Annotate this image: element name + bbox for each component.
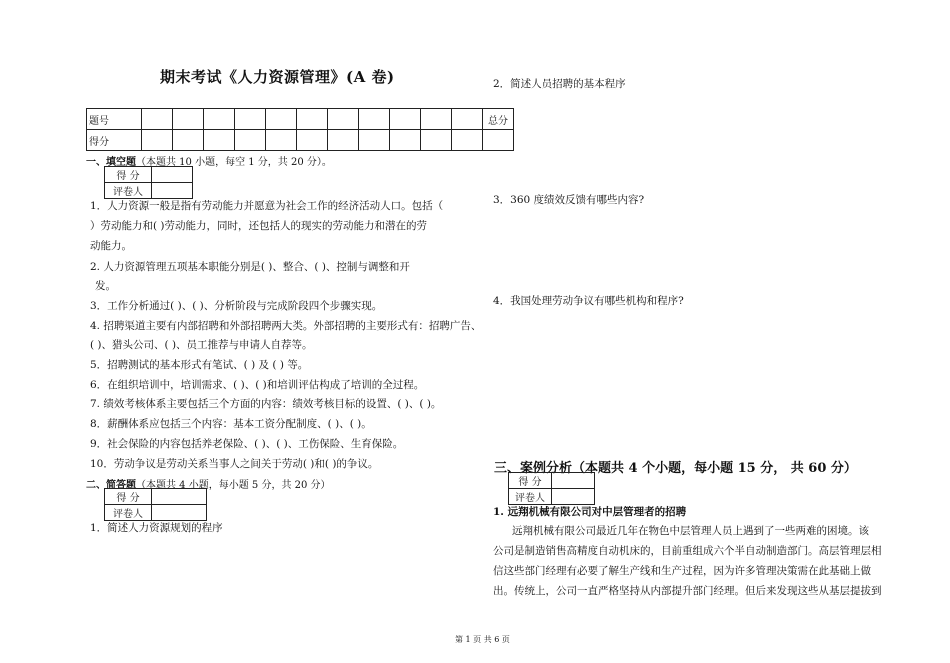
fill-question-line: 8．薪酬体系应包括三个内容：基本工资分配制度、( )、( )。 bbox=[90, 418, 372, 430]
score-cell bbox=[421, 109, 452, 130]
section3-heading: 三、案例分析（本题共 4 个小题，每小题 15 分， 共 60 分） bbox=[494, 461, 857, 476]
short-answer-question: 2．简述人员招聘的基本程序 bbox=[493, 78, 626, 90]
score-box-label: 得 分 bbox=[509, 473, 552, 489]
grader-box-value bbox=[152, 505, 207, 521]
score-box-label: 得 分 bbox=[105, 489, 152, 505]
score-cell bbox=[235, 109, 266, 130]
score-cell bbox=[421, 130, 452, 151]
grader-box-value bbox=[152, 183, 193, 199]
score-cell bbox=[297, 109, 328, 130]
score-cell bbox=[142, 109, 173, 130]
case-title: 1. 远翔机械有限公司对中层管理者的招聘 bbox=[493, 506, 687, 518]
fill-question-line: 6．在组织培训中，培训需求、( )、( )和培训评估构成了培训的全过程。 bbox=[90, 379, 425, 391]
section2-score-box bbox=[104, 488, 207, 521]
short-answer-question: 3．360 度绩效反馈有哪些内容? bbox=[493, 194, 645, 206]
fill-question-line: ）劳动能力和( )劳动能力，同时，还包括人的现实的劳动能力和潜在的劳 bbox=[90, 220, 428, 232]
score-cell bbox=[266, 130, 297, 151]
score-cell bbox=[359, 130, 390, 151]
score-table-label: 得分 bbox=[87, 130, 142, 151]
score-cell bbox=[452, 109, 483, 130]
score-table-label: 题号 bbox=[87, 109, 142, 130]
short-answer-question: 4．我国处理劳动争议有哪些机构和程序? bbox=[493, 295, 684, 307]
score-table-total-label: 总分 bbox=[483, 109, 514, 130]
section1-note: （本题共 10 小题，每空 1 分，共 20 分）。 bbox=[136, 157, 332, 168]
score-box-value bbox=[552, 473, 595, 489]
section1-score-box bbox=[104, 166, 193, 199]
score-cell bbox=[235, 130, 266, 151]
score-table bbox=[86, 108, 514, 151]
fill-question-line: 发。 bbox=[95, 280, 116, 292]
case-paragraph-line: 远翔机械有限公司最近几年在物色中层管理人员上遇到了一些两难的困境。该 bbox=[512, 525, 869, 537]
fill-question-line: 4. 招聘渠道主要有内部招聘和外部招聘两大类。外部招聘的主要形式有：招聘广告、 bbox=[90, 320, 482, 332]
score-cell bbox=[266, 109, 297, 130]
score-cell bbox=[173, 130, 204, 151]
short-answer-question: 1．简述人力资源规划的程序 bbox=[90, 522, 223, 534]
score-cell bbox=[297, 130, 328, 151]
score-cell bbox=[328, 109, 359, 130]
score-cell bbox=[204, 130, 235, 151]
score-box-value bbox=[152, 167, 193, 183]
score-cell bbox=[452, 130, 483, 151]
score-cell bbox=[390, 130, 421, 151]
grader-box-value bbox=[552, 489, 595, 505]
score-table-row-scores bbox=[87, 130, 514, 151]
case-paragraph-line: 信这些部门经理有必要了解生产线和生产过程，因为许多管理决策需在此基础上做 bbox=[493, 565, 871, 577]
case-paragraph-line: 公司是制造销售高精度自动机床的，目前重组成六个半自动制造部门。高层管理层相 bbox=[493, 545, 882, 557]
exam-title: 期末考试《人力资源管理》(A 卷) bbox=[160, 68, 395, 86]
page-footer: 第 1 页 共 6 页 bbox=[455, 635, 510, 644]
fill-question-line: 动能力。 bbox=[90, 240, 132, 252]
fill-question-line: 1．人力资源一般是指有劳动能力并愿意为社会工作的经济活动人口。包括（ bbox=[90, 200, 444, 212]
fill-question-line: 3．工作分析通过( )、( )、分析阶段与完成阶段四个步骤实现。 bbox=[90, 300, 383, 312]
fill-question-line: 10．劳动争议是劳动关系当事人之间关于劳动( )和( )的争议。 bbox=[90, 458, 379, 470]
score-cell bbox=[204, 109, 235, 130]
fill-question-line: ( )、猎头公司、( )、员工推荐与申请人自荐等。 bbox=[90, 339, 313, 351]
score-cell bbox=[390, 109, 421, 130]
grader-box-label: 评卷人 bbox=[509, 489, 552, 505]
score-cell bbox=[142, 130, 173, 151]
fill-question-line: 9．社会保险的内容包括养老保险、( )、( )、工伤保险、生育保险。 bbox=[90, 438, 404, 450]
score-cell bbox=[359, 109, 390, 130]
fill-question-line: 7. 绩效考核体系主要包括三个方面的内容：绩效考核目标的设置、( )、( )。 bbox=[90, 398, 442, 410]
section2-heading: 二、简答题 bbox=[86, 480, 136, 491]
score-table-row-numbers bbox=[87, 109, 514, 130]
section1-heading: 一、填空题 bbox=[86, 157, 136, 168]
fill-question-line: 5．招聘测试的基本形式有笔试、( ) 及 ( ) 等。 bbox=[90, 359, 309, 371]
score-cell bbox=[483, 130, 514, 151]
grader-box-label: 评卷人 bbox=[105, 505, 152, 521]
fill-question-line: 2. 人力资源管理五项基本职能分别是( )、整合、( )、控制与调整和开 bbox=[90, 261, 410, 273]
grader-box-label: 评卷人 bbox=[105, 183, 152, 199]
score-box-label: 得 分 bbox=[105, 167, 152, 183]
score-cell bbox=[173, 109, 204, 130]
score-cell bbox=[328, 130, 359, 151]
section3-score-box bbox=[508, 472, 595, 505]
case-paragraph-line: 出。传统上，公司一直严格坚持从内部提升部门经理。但后来发现这些从基层提拔到 bbox=[493, 585, 882, 597]
section2-note: （本题共 4 小题，每小题 5 分，共 20 分） bbox=[136, 480, 331, 491]
score-box-value bbox=[152, 489, 207, 505]
